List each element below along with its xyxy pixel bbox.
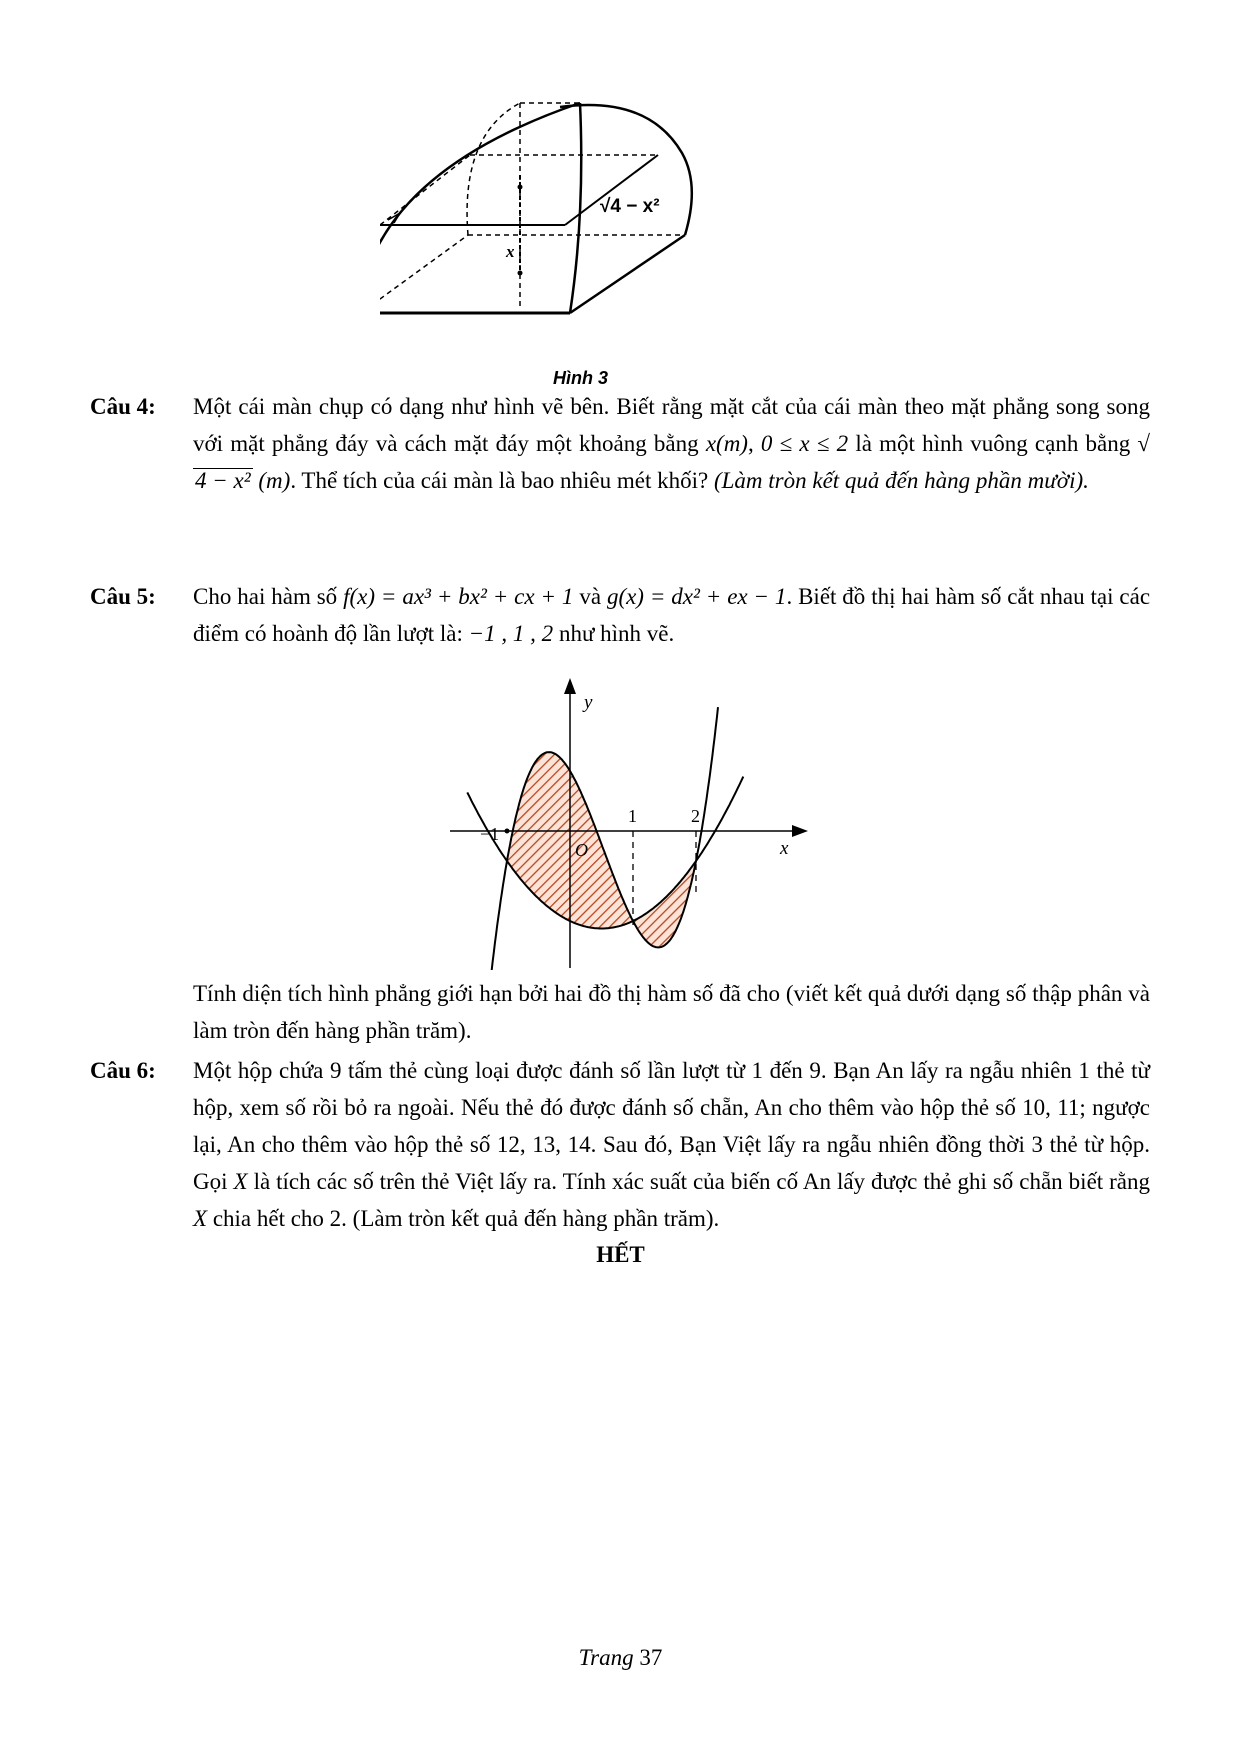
tick-label-2: 2: [691, 806, 700, 826]
question-5: [90, 578, 1150, 652]
question-6-label: Câu 6:: [90, 1058, 156, 1083]
figure-3-dome: [380, 95, 780, 365]
figure-3-caption: Hình 3: [553, 368, 609, 388]
question-6-body: Một hộp chứa 9 tấm thẻ cùng loại được đánh số lần lượt từ 1 đến 9. Bạn An lấy ra ngẫu nhiên 1 thẻ từ hộp, xem số rồi bỏ ra ngoài. Nếu thẻ đó được đánh số chẵn, An cho thêm vào hộp thẻ số 10, 11; ngược lại, An cho thêm vào hộp thẻ số 12, 13, 14. Sau đó, Bạn Việt lấy ra ngẫu nhiên đồng thời 3 thẻ từ hộp. Gọi X là tích các số trên thẻ Việt lấy ra. Tính xác suất của biến cố An lấy được thẻ ghi số chẵn biết rằng X chia hết cho 2. (Làm tròn kết quả đến hàng phần trăm).: [193, 1058, 1151, 1231]
tick-label-neg1: −1: [480, 824, 500, 844]
question-5-task: Tính diện tích hình phẳng giới hạn bởi hai đồ thị hàm số đã cho (viết kết quả dưới dạng số thập phân và làm tròn đến hàng phần trăm).: [193, 981, 1150, 1043]
shaded-region: [507, 752, 696, 947]
origin-label: O: [575, 840, 588, 860]
footer-word: Trang: [578, 1645, 634, 1670]
question-5-body: Cho hai hàm số f(x) = ax³ + bx² + cx + 1 và g(x) = dx² + ex − 1. Biết đồ thị hai hàm số cắt nhau tại các điểm có hoành độ lần lượt là: −1 , 1 , 2 như hình vẽ.: [193, 584, 1151, 646]
figure-3-side-label: √4 − x²: [600, 196, 660, 217]
question-4-body: Một cái màn chụp có dạng như hình vẽ bên. Biết rằng mặt cắt của cái màn theo mặt phẳng song song với mặt phẳng đáy và cách mặt đáy một khoảng bằng x(m), 0 ≤ x ≤ 2 là một hình vuông cạnh bằng √4 − x² (m). Thể tích của cái màn là bao nhiêu mét khối? (Làm tròn kết quả đến hàng phần mười).: [193, 394, 1151, 493]
question-4: [90, 388, 1150, 499]
sqrt-expression: 4 − x²: [195, 468, 251, 493]
end-marker: HẾT: [596, 1242, 645, 1267]
figure-3-x-label: x: [506, 242, 515, 261]
page-number: 37: [639, 1645, 663, 1670]
tick-label-1: 1: [628, 806, 637, 826]
question-6: [90, 1052, 1150, 1237]
function-graph: [440, 670, 820, 970]
question-5-label: Câu 5:: [90, 584, 156, 609]
shaded-area: [507, 752, 696, 947]
x-axis-label: x: [780, 838, 789, 859]
question-4-label: Câu 4:: [90, 394, 156, 419]
y-axis-label: y: [584, 692, 593, 713]
page-footer: [0, 1645, 1241, 1671]
question-5-continued: [90, 975, 1150, 1049]
